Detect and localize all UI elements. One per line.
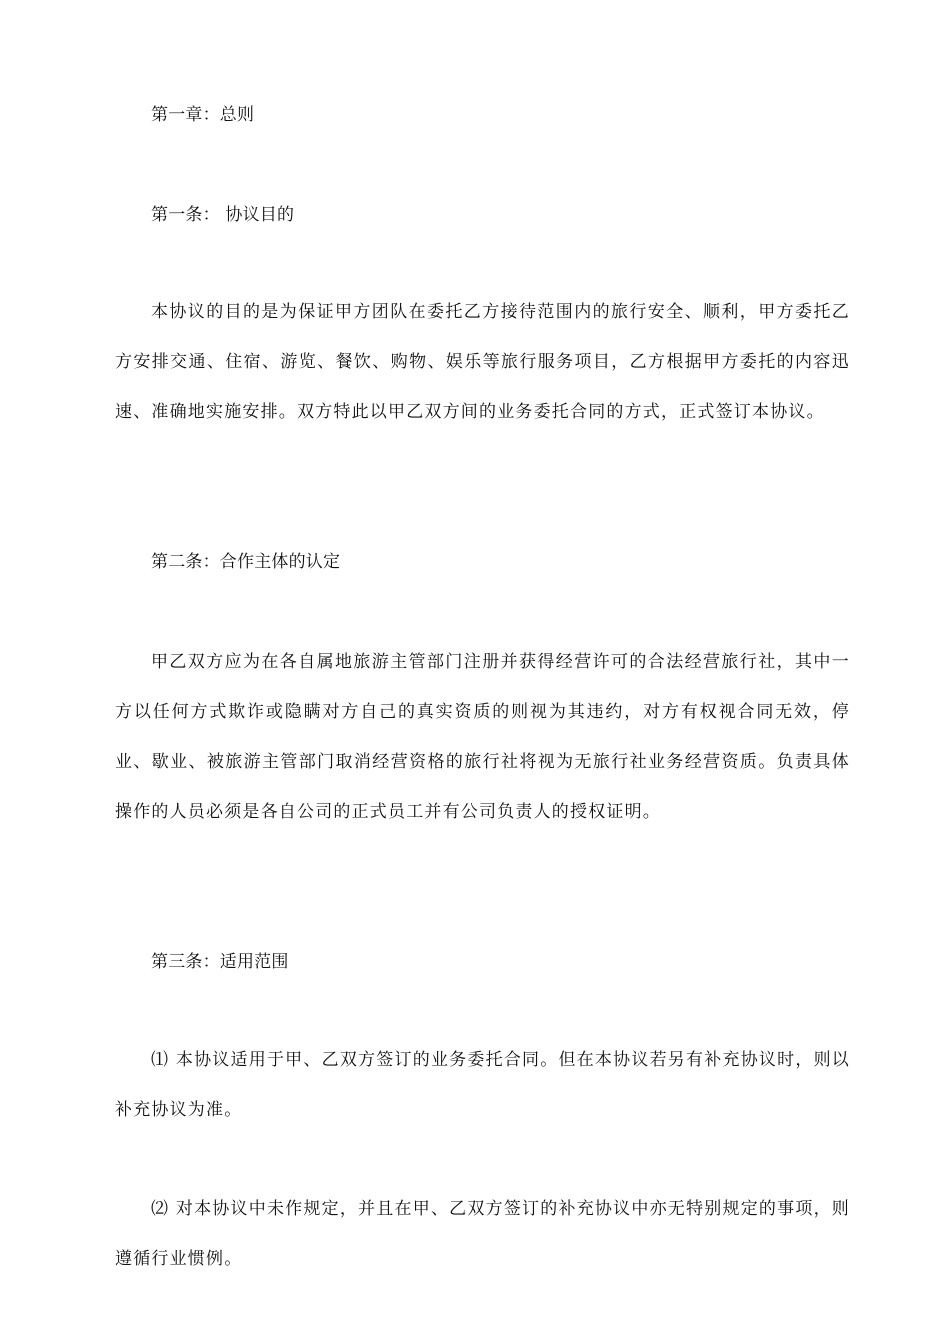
article-3-clause-2: ⑵ 对本协议中未作规定，并且在甲、乙双方签订的补充协议中亦无特别规定的事项，则遵循行业惯例。 [115, 1199, 850, 1269]
article-3-clause-1: ⑴ 本协议适用于甲、乙双方签订的业务委托合同。但在本协议若另有补充协议时，则以补充协议为准。 [115, 1050, 850, 1120]
article-1-heading: 第一条： 协议目的 [151, 205, 295, 225]
article-3-heading: 第三条：适用范围 [151, 952, 289, 972]
article-2-heading: 第二条：合作主体的认定 [151, 552, 341, 572]
chapter-title: 第一章：总则 [151, 105, 255, 125]
article-2-body: 甲乙双方应为在各自属地旅游主管部门注册并获得经营许可的合法经营旅行社，其中一方以任何方式欺诈或隐瞒对方自己的真实资质的则视为其违约，对方有权视合同无效，停业、歇业、被旅游主管部门取消经营资格的旅行社将视为无旅行社业务经营资质。负责具体操作的人员必须是各自公司的正式员工并有公司负责人的授权证明。 [115, 652, 850, 822]
article-1-body: 本协议的目的是为保证甲方团队在委托乙方接待范围内的旅行安全、顺利，甲方委托乙方安排交通、住宿、游览、餐饮、购物、娱乐等旅行服务项目，乙方根据甲方委托的内容迅速、准确地实施安排。双方特此以甲乙双方间的业务委托合同的方式，正式签订本协议。 [115, 302, 850, 422]
